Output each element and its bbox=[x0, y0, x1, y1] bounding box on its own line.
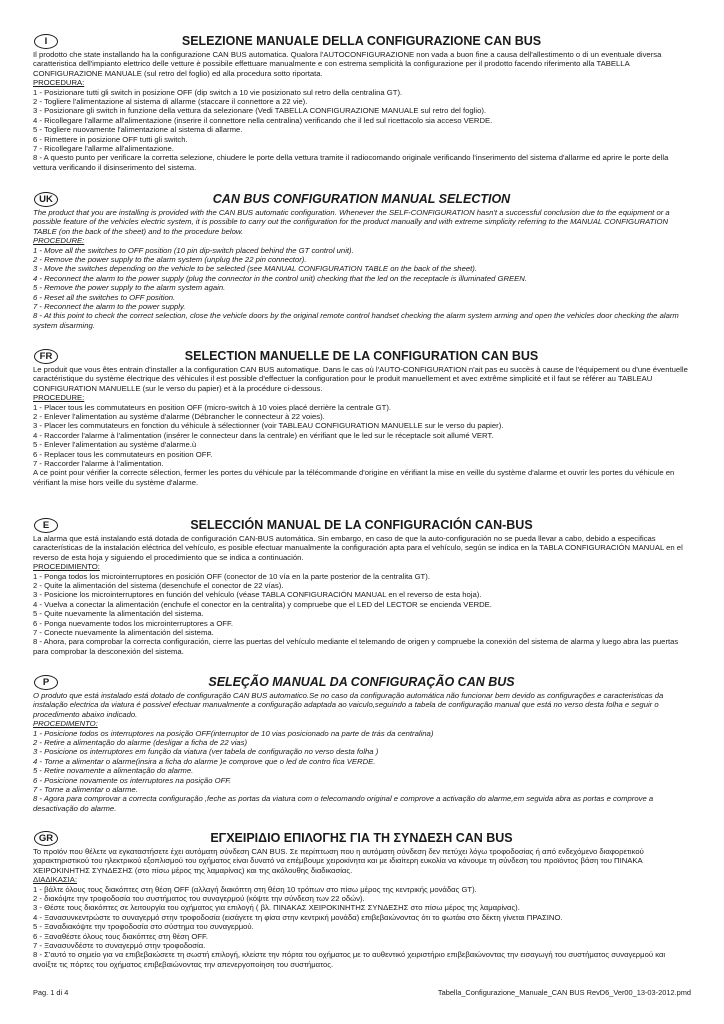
page-number: Pag. 1 di 4 bbox=[33, 988, 69, 997]
procedure-step: 5 - Quite nuevamente la alimentación del sistema. bbox=[33, 609, 204, 619]
procedure-step: 4 - Ricollegare l'allarme all'alimentazione (inserire il connettore nella centralina) verificando che il led sul ricettacolo sia acceso VERDE. bbox=[33, 115, 493, 125]
intro-text: Le produit que vous êtes entrain d'installer a la configuration CAN BUS automatique. Dans le cas où l'AUTO-CONFIGURATION n'ait pas eu succès à cause de l'équipement ou d'une éventuelle caractéristique du système électrique des véhicules il est possible d'effectuer la configuration pour le produit manuellement et avec extrême simplicité et il faut se référer au TABLEAU CONFIGURATION MANUELLE (sur le verso du papier) et à la procédure ci-dessous. bbox=[33, 365, 688, 393]
section-italian bbox=[33, 33, 690, 172]
section-header bbox=[33, 191, 690, 208]
procedure-step: 3 - Posicione los microinterruptores en función del vehículo (véase TABLA CONFIGURACIÓN MANUAL en el reverso de esta hoja). bbox=[33, 590, 482, 600]
intro-text: Il prodotto che state installando ha la configurazione CAN BUS automatica. Qualora l'AUTOCONFIGURAZIONE non vada a buon fine a causa dell'allestimento o di un eventuale diversa caratteristica dell'impianto elettrico delle vetture è possibile effettuare manualmente e con estrema semplicità la configurazione per il prodotto facendo riferimento alla TABELLA CONFIGURAZIONE MANUALE (sul retro del foglio) ed alla procedura sotto riportata. bbox=[33, 50, 662, 78]
procedure-step: 3 - Placer les commutateurs en fonction du véhicule à sélectionner (voir TABLEAU CONFIGURATION MANUELLE sur le verso du papier). bbox=[33, 421, 504, 431]
section-body bbox=[33, 534, 690, 656]
section-body bbox=[33, 50, 690, 172]
procedure-step: 7 - Conecte nuevamente la alimentación del sistema. bbox=[33, 628, 214, 638]
procedure-step: 5 - Ξαναδιακόψτε την τροφοδοσία στο σύστημα του συναγερμού. bbox=[33, 922, 254, 932]
file-name: Tabella_Configurazione_Manuale_CAN BUS RevD6_Ver00_13-03-2012.pmd bbox=[437, 988, 691, 997]
procedure-step: 4 - Ξανασυνκεντρώστε το συναγερμό στην τροφοδοσία (εισάγετε τη φίσα στην κεντρική μονάδα) επιβεβαιώνοντας ότι το φωτάκι στο δέκτη γίνεται ΠΡΑΣΙΝΟ. bbox=[33, 912, 563, 922]
section-title: SELECCIÓN MANUAL DE LA CONFIGURACIÓN CAN-BUS bbox=[190, 518, 533, 532]
language-badge: E bbox=[34, 518, 58, 533]
procedure-step: 4 - Torne a alimentar o alarme(insira a ficha do alarme )e comprove que o led de contro fica VERDE. bbox=[33, 756, 376, 766]
procedure-step: 5 - Enlever l'alimentation au système d'alarme.ù bbox=[33, 440, 197, 450]
procedure-label: ΔΙΑΔΙΚΑΣΙΑ: bbox=[33, 875, 78, 885]
procedure-step: 3 - Posicione os interruptores em função da viatura (ver tabela de configuração no verso desta folha ) bbox=[33, 747, 379, 757]
language-badge: I bbox=[34, 34, 58, 49]
section-body bbox=[33, 691, 690, 813]
section-header bbox=[33, 830, 690, 847]
procedure-label: PROCEDURE: bbox=[33, 393, 85, 403]
procedure-step: 3 - Move the switches depending on the vehicle to be selected (see MANUAL CONFIGURATION TABLE on the back of the sheet). bbox=[33, 264, 477, 274]
procedure-step: 1 - βάλτε όλους τους διακόπτες στη θέση OFF (αλλαγή διακόπτη στη θέση 10 τρόπων στο πίσω μέρος της κεντρικής μονάδας GT). bbox=[33, 884, 477, 894]
section-english bbox=[33, 191, 690, 330]
procedure-label: PROCEDIMIENTO: bbox=[33, 562, 100, 572]
procedure-step: 1 - Placer tous les commutateurs en position OFF (micro-switch à 10 voies placé derrière la centrale GT). bbox=[33, 402, 392, 412]
intro-text: Το προϊόν που θέλετε να εγκαταστήσετε έχει αυτόματη σύνδεση CAN BUS. Σε περίπτωση που η αυτόματη σύνδεση δεν πετύχει λόγω τροφοδοσίας ή από ενδεχόμενο διαφορετικού χαρακτηριστικού του ηλεκτρικού εξοπλισμού του οχήματος είναι δυνατό να επέμβουμε χειροκίνητα και με ιδιαίτερη ευκολία να κάνουμε τη σύνδεση του προϊόντος βάση του ΠΙΝΑΚΑ ΧΕΙΡΟΚΙΝΗΤΗΣ ΣΥΝΔΕΣΗΣ (στο πίσω μέρος της λαμαρίνας) και της ακόλουθης διαδικασίας. bbox=[33, 847, 644, 875]
procedure-step: 6 - Ponga nuevamente todos los microinterruptores a OFF. bbox=[33, 618, 233, 628]
procedure-step: 7 - Torne a alimentar o alarme. bbox=[33, 785, 138, 795]
procedure-step: 6 - Posicione novamente os interruptores na posição OFF. bbox=[33, 775, 232, 785]
procedure-step: 2 - Remove the power supply to the alarm system (unplug the 22 pin connector). bbox=[33, 255, 307, 265]
procedure-step: 4 - Reconnect the alarm to the power supply (plug the connector in the control unit) checking that the led on the receptacle is illuminated GREEN. bbox=[33, 273, 527, 283]
procedure-step: 7 - Ξανασυνδέστε το συναγερμό στην τροφοδοσία. bbox=[33, 941, 206, 951]
procedure-step: 5 - Remove the power supply to the alarm system again. bbox=[33, 283, 226, 293]
procedure-label: PROCEDIMENTO: bbox=[33, 719, 98, 729]
intro-text: O produto que está instalado está dotado de configuração CAN BUS automatico.Se no caso da configuração automática não funcionar bem devido as configurações e caracteristicas da instalação electrica da viatura é possivel efectuar manualmente a configuração adaptada ao vaiculo,seguindo a tabela de configuração manual que está no verso desta folha e seguir o procedimento abaixo indicado. bbox=[33, 691, 664, 719]
section-title: SELEZIONE MANUALE DELLA CONFIGURAZIONE CAN BUS bbox=[181, 34, 542, 48]
procedure-step: 2 - Retire a alimentação do alarme (desligar a ficha de 22 vias) bbox=[33, 738, 248, 748]
section-greek bbox=[33, 830, 690, 969]
language-badge: GR bbox=[34, 831, 58, 846]
procedure-step: 1 - Posizionare tutti gli switch in posizione OFF (dip switch a 10 vie posizionato sul retro della centralina GT). bbox=[33, 87, 403, 97]
intro-text: The product that you are installing is provided with the CAN BUS automatic configuration. Whenever the SELF-CONFIGURATION hasn't a successful conclusion due to the equipment or a possible feature of the vehicles electric system, it is possible to carry out the configuration for the product manually and with extreme simplicity referring to the MANUAL CONFIGURATION TABLE (on the back of the sheet) and to the procedure below. bbox=[33, 208, 670, 236]
procedure-step: 8 - Agora para comprovar a correcta configuração ,feche as portas da viatura com o telecomando original e comprove a activação do alarme,em seguida abra as portas e comprove a desactivação do alarme. bbox=[33, 794, 654, 813]
section-title: CAN BUS CONFIGURATION MANUAL SELECTION bbox=[212, 192, 511, 206]
procedure-step: 2 - Togliere l'alimentazione al sistema di allarme (staccare il connettore a 22 vie). bbox=[33, 97, 308, 107]
procedure-step: 5 - Togliere nuovamente l'alimentazione al sistema di allarme. bbox=[33, 125, 243, 135]
procedure-step: 7 - Reconnect the alarm to the power supply. bbox=[33, 302, 186, 312]
section-body bbox=[33, 365, 690, 487]
section-header bbox=[33, 348, 690, 365]
section-spanish bbox=[33, 517, 690, 656]
procedure-label: PROCEDURE: bbox=[33, 236, 85, 246]
procedure-step: 6 - Ξαναθέστε όλους τους διακόπτες στη θέση OFF. bbox=[33, 931, 208, 941]
procedure-step: 8 - Σ'αυτό το σημείο για να επιβεβαιώσετε τη σωστή επιλογή, κλείστε την πόρτα του οχήματος με το αυθεντικό χειριστήριο επιβεβαιώνοντας την εισαγωγή του συστήματος συναγερμού και ανοίξτε τις πόρτες του οχήματος επιβεβαιώνοντας την απενεργοποίηση του συστήματος. bbox=[33, 950, 666, 969]
section-title: ΕΓΧΕΙΡΙΔΙΟ ΕΠΙΛΟΓΗΣ ΓΙΑ ΤΗ ΣΥΝΔΕΣΗ CAN BUS bbox=[210, 831, 513, 845]
procedure-step: 2 - Enlever l'alimentation au système d'alarme (Débrancher le connecteur à 22 voies). bbox=[33, 412, 325, 422]
procedure-step: 2 - διακόψτε την τροφοδοσία του συστήματος του συναγερμού (κόψτε την σύνδεση των 22 οδών). bbox=[33, 894, 365, 904]
procedure-step: 8 - Ahora, para comprobar la correcta configuración, cierre las puertas del vehículo mediante el telemando de origen y compruebe la conexión del sistema de alarma y luego abra las puertas para comprobar la desconexión del sistema. bbox=[33, 637, 679, 656]
procedure-step: 6 - Reset all the switches to OFF position. bbox=[33, 292, 176, 302]
intro-text: La alarma que está instalando está dotada de configuración CAN-BUS automática. Sin embargo, en caso de que la auto-configuración no se pueda llevar a cabo, debido a especificas características de la instalación eléctrica del vehículo, es posible efectuar manualmente la configuración apta para el vehículo, según se indica en la TABLA CONFIGURACIÓN MANUAL en el reverso de esta hoja y siguiendo el procedimiento que se indica a continuación. bbox=[33, 534, 683, 562]
section-body bbox=[33, 847, 690, 969]
procedure-step: 3 - Posizionare gli switch in funzione della vettura da selezionare (Vedi TABELLA CONFIGURAZIONE MANUALE sul retro del foglio). bbox=[33, 106, 487, 116]
section-header bbox=[33, 674, 690, 691]
procedure-label: PROCEDURA: bbox=[33, 78, 85, 88]
language-badge: P bbox=[34, 675, 58, 690]
procedure-step: 7 - Raccorder l'alarme à l'alimentation. bbox=[33, 459, 164, 469]
procedure-step: 8 - At this point to check the correct selection, close the vehicle doors by the original remote control handset checking the alarm system arming and open the vehicles door checking the alarm system disarming. bbox=[33, 311, 679, 330]
procedure-step: 6 - Replacer tous les commutateurs en position OFF. bbox=[33, 449, 213, 459]
procedure-step: 3 - Θέστε τους διακόπτες σε λειτουργία του οχήματος για επιλογή ( βλ. ΠΙΝΑΚΑΣ ΧΕΙΡΟΚΙΝΗΤΗΣ ΣΥΝΔΕΣΗΣ στο πίσω μέρος της λαμαρίνας). bbox=[33, 903, 520, 913]
procedure-step: 1 - Posicione todos os interruptores na posição OFF(interruptor de 10 vias posicionado na parte de trás da centralina) bbox=[33, 728, 434, 738]
section-title: SELECTION MANUELLE DE LA CONFIGURATION CAN BUS bbox=[184, 349, 539, 363]
section-header bbox=[33, 517, 690, 534]
procedure-step: A ce point pour vérifier la correcte sélection, fermer les portes du véhicule par la télécommande d'origine en vérifiant la mise en veille du système d'alarme et ouvrir les portes du véhicule en vérifiant la mise hors veille du système d'alarme. bbox=[33, 468, 675, 487]
procedure-step: 6 - Rimettere in posizione OFF tutti gli switch. bbox=[33, 134, 188, 144]
section-header bbox=[33, 33, 690, 50]
procedure-step: 1 - Ponga todos los microinterruptores en posición OFF (conector de 10 vía en la parte posterior de la centralita GT). bbox=[33, 571, 430, 581]
procedure-step: 8 - A questo punto per verificare la corretta selezione, chiudere le porte della vettura tramite il radiocomando originale verificando l'inserimento del sistema d'allarme ed aprire le porte della vettura verificando il disinserimento del sistema. bbox=[33, 153, 669, 172]
procedure-step: 4 - Vuelva a conectar la alimentación (enchufe el conector en la centralita) y compruebe que el LED del LECTOR se encienda VERDE. bbox=[33, 599, 492, 609]
procedure-step: 7 - Ricollegare l'allarme all'alimentazione. bbox=[33, 144, 174, 154]
procedure-step: 4 - Raccorder l'alarme à l'alimentation (insérer le connecteur dans la centrale) en vérifiant que le led sur le réceptacle soit allumé VERT. bbox=[33, 430, 494, 440]
procedure-step: 5 - Retire novamente a alimentação do alarme. bbox=[33, 766, 194, 776]
section-title: SELEÇÃO MANUAL DA CONFIGURAÇÃO CAN BUS bbox=[208, 675, 515, 689]
language-badge: FR bbox=[34, 349, 58, 364]
section-french bbox=[33, 348, 690, 487]
language-badge: UK bbox=[34, 192, 58, 207]
section-portuguese bbox=[33, 674, 690, 813]
procedure-step: 2 - Quite la alimentación del sistema (desenchufe el conector de 22 vías). bbox=[33, 581, 284, 591]
section-body bbox=[33, 208, 690, 330]
procedure-step: 1 - Move all the switches to OFF position (10 pin dip-switch placed behind the GT control unit). bbox=[33, 245, 354, 255]
